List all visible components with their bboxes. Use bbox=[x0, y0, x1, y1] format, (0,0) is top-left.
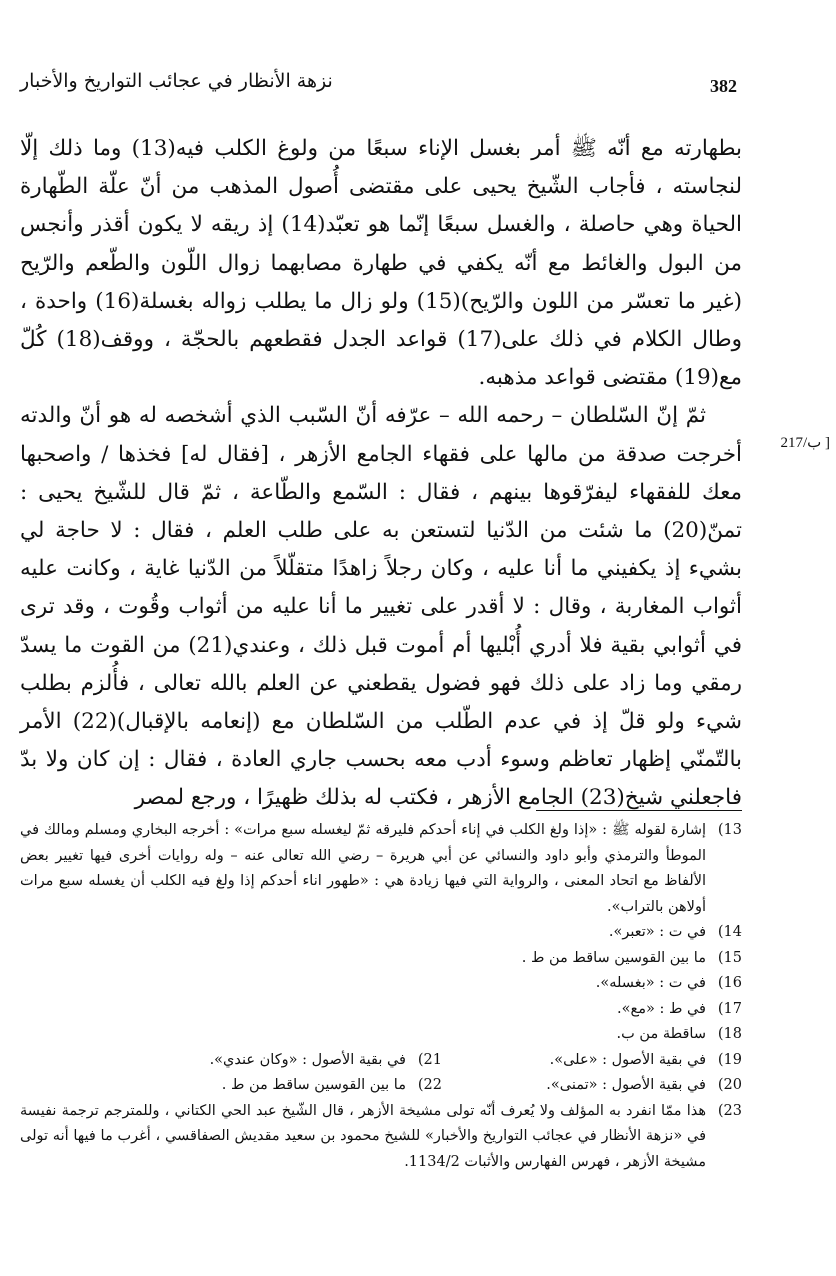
footnote-17 bbox=[20, 997, 742, 1023]
page-header bbox=[20, 66, 756, 106]
footnote-19 bbox=[442, 1048, 742, 1074]
running-title: نزهة الأنظار في عجائب التواريخ والأخبار bbox=[20, 70, 333, 92]
footnote-number: 21) bbox=[417, 1051, 442, 1068]
footnote-text: في بقية الأصول : «على». bbox=[549, 1051, 706, 1068]
footnote-20 bbox=[442, 1073, 742, 1099]
footnote-number: 13) bbox=[717, 822, 742, 838]
footnote-13 bbox=[20, 818, 742, 920]
footnote-text: هذا ممّا انفرد به المؤلف ولا يُعرف أنّه تولى مشيخة الأزهر ، قال الشّيخ عبد الحي الكتاني ، وللمترجم ترجمة نفيسة في «نزهة الأنظار في عجائب التواريخ والأخبار» للشيخ محمود بن سعيد مقديش الصفاقسي ، أغرب ما فيها أنه تولى مشيخة الأزهر ، فهرس الفهارس والأثبات 1134/2. bbox=[20, 1102, 706, 1170]
footnote-text: في ط : «مع». bbox=[617, 1000, 706, 1017]
footnote-21 bbox=[142, 1048, 442, 1074]
manuscript-folio-marker: 217/ب ] bbox=[780, 435, 830, 451]
footnote-number: 14) bbox=[717, 924, 742, 940]
footnote-text: ما بين القوسين ساقط من ط . bbox=[221, 1077, 406, 1093]
footnote-15 bbox=[20, 946, 742, 972]
footnote-text: في بقية الأصول : «تمنى». bbox=[546, 1077, 706, 1093]
footnote-number: 19) bbox=[717, 1051, 742, 1068]
footnote-text: في بقية الأصول : «وكان عندي». bbox=[209, 1051, 406, 1068]
footnotes bbox=[20, 818, 742, 1175]
paragraph-1: بطهارته مع أنّه ﷺ أمر بغسل الإناء سبعًا من ولوغ الكلب فيه(13) وما ذلك إلّا لنجاسته ، فأجاب الشّيخ يحيى على مقتضى أُصول المذهب من أنّ علّة الطّهارة الحياة وهي حاصلة ، والغسل سبعًا إنّما هو تعبّد(14) إذ ريقه لا يكون أقذر وأنجس من البول والغائط مع أنّه يكفي في طهارة مصابهما زوال اللّون والطّعم والرّيح (غير ما تعسّر من اللون والرّيح)(15) ولو زال ما يطلب زواله بغسلة(16) واحدة ، وطال الكلام في ذلك على(17) قواعد الجدل فقطعهم بالحجّة ، ووقف(18) كُلّ مع(19) مقتضى قواعد مذهبه. bbox=[20, 136, 742, 391]
footnote-number: 16) bbox=[717, 975, 742, 991]
footnote-number: 17) bbox=[717, 1000, 742, 1017]
paragraph-2: ثمّ إنّ السّلطان – رحمه الله – عرّفه أنّ السّبب الذي أشخصه له هو أنّ والدته أخرجت صدقة من مالها على فقهاء الجامع الأزهر ، [فقال له] فخذها / واصحبها معك للفقهاء ليفرّقوها بينهم ، فقال : السّمع والطّاعة ، ثمّ قال للشّيخ يحيى : تمنّ(20) ما شئت من الدّنيا لتستعن به على طلب العلم ، فقال : لا حاجة لي بشيء إذ يكفيني ما أنا عليه ، وكان رجلاً زاهدًا متقلّلاً من الدّنيا غاية ، وكانت عليه أثواب المغاربة ، وقال : لا أقدر على تغيير ما أنا عليه من أثواب وقُوت ، وقد ترى في أثوابي بقية فلا أدري أُبْليها أم أموت قبل ذلك ، وعندي(21) من القوت ما يسدّ رمقي وما زاد على ذلك فهو فضول يقطعني عن العلم بالله تعالى ، فأُلزم بطلب شيء ولو قلّ إذ في عدم الطّلب من السّلطان مع (إنعامه بالإقبال)(22) الأمر بالتّمنّي إظهار تعاظم وسوء أدب معه بحسب جاري العادة ، فقال : إن كان ولا بدّ فاجعلني شيخ(23) الجامع الأزهر ، فكتب له بذلك ظهيرًا ، ورجع لمصر bbox=[20, 403, 742, 811]
footnote-23 bbox=[20, 1099, 742, 1176]
footnote-number: 15) bbox=[717, 949, 742, 966]
footnote-number: 22) bbox=[417, 1077, 442, 1093]
footnote-22 bbox=[142, 1073, 442, 1099]
footnote-row-20-22 bbox=[20, 1073, 742, 1099]
footnote-row-19-21 bbox=[20, 1048, 742, 1074]
footnote-number: 18) bbox=[717, 1026, 742, 1042]
footnote-14 bbox=[20, 920, 742, 946]
footnote-text: ما بين القوسين ساقط من ط . bbox=[521, 949, 706, 966]
footnote-text: في ت : «بغسله». bbox=[595, 975, 706, 991]
page-number: 382 bbox=[710, 76, 737, 96]
footnote-text: في ت : «تعبر». bbox=[608, 924, 706, 940]
main-text bbox=[20, 130, 742, 818]
footnote-number: 23) bbox=[717, 1102, 742, 1119]
footnote-text: إشارة لقوله ﷺ : «إذا ولغ الكلب في إناء أحدكم فليرقه ثمّ ليغسله سبع مرات» : أخرجه البخاري ومسلم ومالك في الموطأ والترمذي وأبو داود والنسائي عن أبي هريرة – رضي الله تعالى عنه – وله روايات أخرى فيها تغيير بعض الألفاظ مع اتحاد المعنى ، والرواية التي فيها زيادة هي : «طهور اناء أحدكم إذا ولغ فيه الكلب أن يغسله سبع مرات أولاهن بالتراب». bbox=[20, 822, 706, 915]
footnote-separator bbox=[536, 810, 742, 811]
footnote-number: 20) bbox=[717, 1077, 742, 1093]
footnote-18 bbox=[20, 1022, 742, 1048]
footnote-text: ساقطة من ب. bbox=[616, 1026, 706, 1042]
footnote-16 bbox=[20, 971, 742, 997]
